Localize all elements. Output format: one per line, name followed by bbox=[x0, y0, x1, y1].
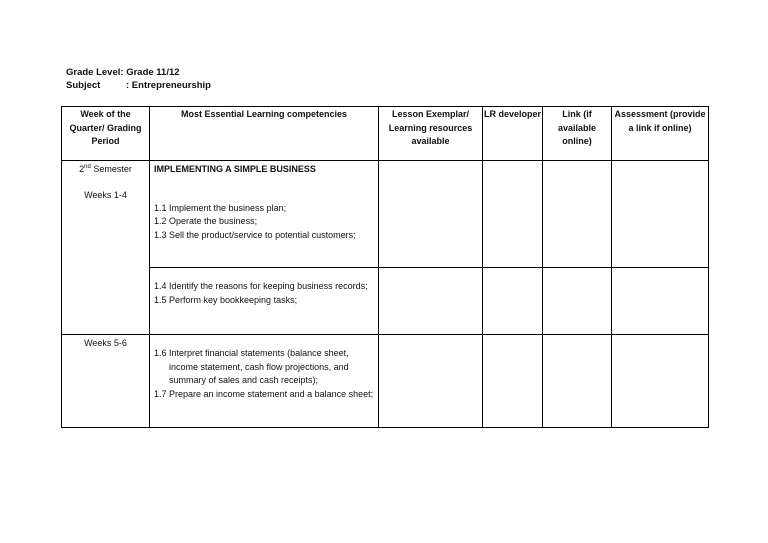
column-header-week: Week of the Quarter/ Grading Period bbox=[62, 107, 150, 161]
empty-cell bbox=[543, 335, 612, 428]
subject-value: : Entrepreneurship bbox=[126, 80, 211, 91]
competency-matrix-table bbox=[61, 106, 709, 428]
subject-line bbox=[66, 79, 211, 92]
empty-cell bbox=[483, 335, 543, 428]
competency-cell-2 bbox=[150, 268, 379, 335]
document-header bbox=[66, 66, 211, 92]
weeks-range-1: Weeks 1-4 bbox=[84, 189, 127, 200]
semester-label bbox=[62, 163, 149, 177]
competency-item: 1.2 Operate the business; bbox=[154, 216, 258, 226]
empty-cell bbox=[379, 335, 483, 428]
competency-item: 1.7 Prepare an income statement and a balance sheet; bbox=[154, 388, 374, 399]
empty-cell bbox=[612, 268, 709, 335]
grade-level-label: Grade Level: bbox=[66, 67, 124, 78]
competency-item: 1.5 Perform key bookkeeping tasks; bbox=[154, 294, 298, 305]
weeks-range-2: Weeks 5-6 bbox=[84, 338, 127, 348]
table-row bbox=[62, 268, 709, 335]
competency-cell-3 bbox=[150, 335, 379, 428]
empty-cell bbox=[543, 268, 612, 335]
column-header-link: Link (if available online) bbox=[543, 107, 612, 161]
empty-cell bbox=[483, 268, 543, 335]
section-title: IMPLEMENTING A SIMPLE BUSINESS bbox=[154, 164, 316, 174]
competency-item: 1.6 Interpret financial statements (balance sheet, income statement, cash flow projections, and summary of sales and cash receipts); bbox=[154, 348, 349, 385]
subject-label: Subject bbox=[66, 80, 101, 91]
empty-cell bbox=[379, 161, 483, 268]
table-row bbox=[62, 335, 709, 428]
competency-item: 1.4 Identify the reasons for keeping business records; bbox=[154, 281, 368, 291]
empty-cell bbox=[543, 161, 612, 268]
empty-cell bbox=[612, 161, 709, 268]
column-header-assessment: Assessment (provide a link if online) bbox=[612, 107, 709, 161]
semester-ordinal: nd bbox=[84, 164, 91, 170]
table-row bbox=[62, 161, 709, 268]
grade-level-value: Grade 11/12 bbox=[126, 67, 180, 78]
column-header-lr-developer: LR developer bbox=[483, 107, 543, 161]
competency-item: 1.1 Implement the business plan; bbox=[154, 202, 287, 213]
column-header-competencies: Most Essential Learning competencies bbox=[150, 107, 379, 161]
grade-level-line bbox=[66, 66, 211, 79]
empty-cell bbox=[483, 161, 543, 268]
empty-cell bbox=[379, 268, 483, 335]
week-cell-1 bbox=[62, 161, 150, 335]
column-header-lesson-exemplar: Lesson Exemplar/ Learning resources available bbox=[379, 107, 483, 161]
competency-item: 1.3 Sell the product/service to potential customers; bbox=[154, 229, 356, 240]
empty-cell bbox=[612, 335, 709, 428]
table-header-row bbox=[62, 107, 709, 161]
week-cell-2 bbox=[62, 335, 150, 428]
semester-number: 2 bbox=[79, 164, 85, 174]
semester-word: Semester bbox=[90, 164, 132, 174]
competency-cell-1 bbox=[150, 161, 379, 268]
